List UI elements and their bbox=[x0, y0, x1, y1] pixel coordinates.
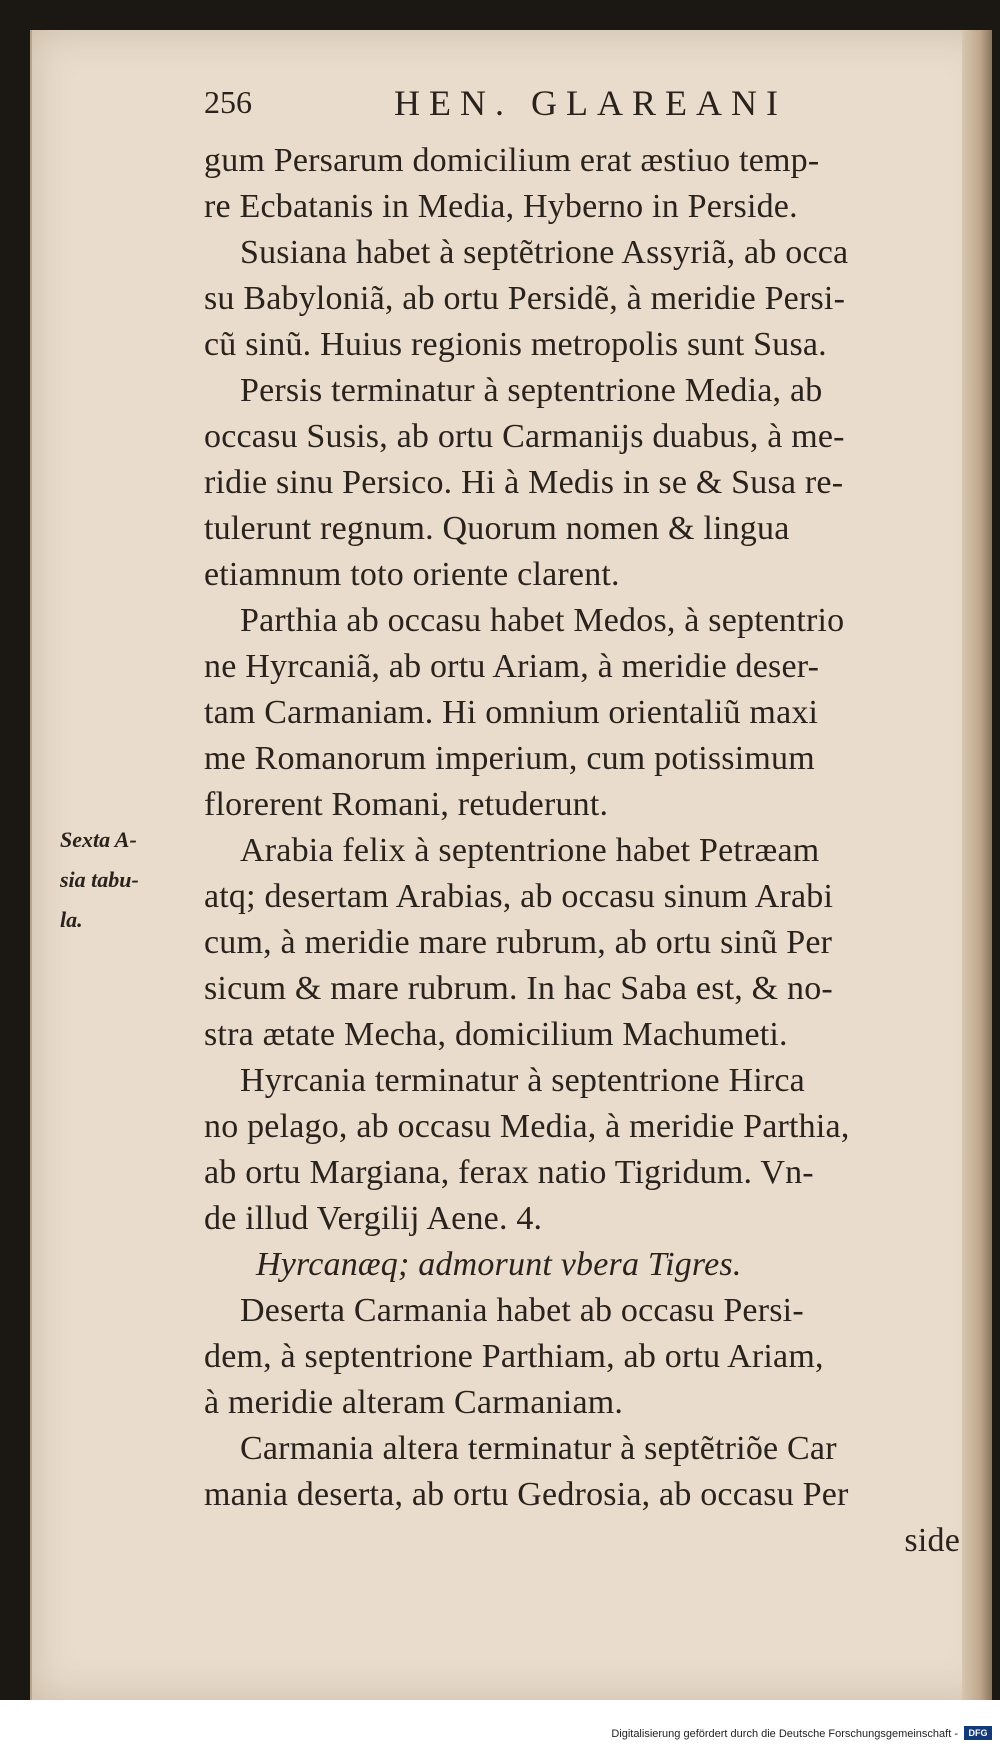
text-line: à meridie alteram Carmaniam. bbox=[204, 1384, 624, 1421]
text-line: tam Carmaniam. Hi omnium orientaliũ maxi bbox=[204, 694, 819, 731]
text-line: Parthia ab occasu habet Medos, à septentrio bbox=[240, 602, 845, 639]
margin-note bbox=[60, 820, 200, 940]
margin-note-text: Sexta A- sia tabu- la. bbox=[60, 827, 139, 932]
text-line: Carmania altera terminatur à septẽtriõe Car bbox=[240, 1430, 837, 1467]
text-line: sicum & mare rubrum. In hac Saba est, & no- bbox=[204, 970, 833, 1007]
text-line: ridie sinu Persico. Hi à Medis in se & Susa re- bbox=[204, 464, 844, 501]
text-line: de illud Vergilij Aene. 4. bbox=[204, 1200, 543, 1237]
text-line: mania deserta, ab ortu Gedrosia, ab occasu Per bbox=[204, 1476, 849, 1513]
text-line: Hyrcania terminatur à septentrione Hirca bbox=[240, 1062, 805, 1099]
text-line: florerent Romani, retuderunt. bbox=[204, 786, 609, 823]
text-line: Persis terminatur à septentrione Media, ab bbox=[240, 372, 823, 409]
text-line: no pelago, ab occasu Media, à meridie Parthia, bbox=[204, 1108, 850, 1145]
text-line: Deserta Carmania habet ab occasu Persi- bbox=[240, 1292, 804, 1329]
text-line: ne Hyrcaniã, ab ortu Ariam, à meridie deser- bbox=[204, 648, 820, 685]
text-line: gum Persarum domicilium erat æstiuo temp- bbox=[204, 142, 820, 179]
text-line: cũ sinũ. Huius regionis metropolis sunt Susa. bbox=[204, 326, 827, 363]
running-title: HEN. GLAREANI bbox=[394, 83, 787, 123]
verse-line: Hyrcanæq; admorunt vbera Tigres. bbox=[256, 1246, 742, 1283]
footer-bar bbox=[0, 1700, 1000, 1746]
page-edge bbox=[962, 30, 992, 1700]
text-line: me Romanorum imperium, cum potissimum bbox=[204, 740, 815, 777]
text-line: cum, à meridie mare rubrum, ab ortu sinũ Per bbox=[204, 924, 833, 961]
page-number: 256 bbox=[204, 84, 252, 120]
text-block bbox=[204, 138, 964, 1564]
catchword: side bbox=[904, 1522, 960, 1559]
text-line: stra ætate Mecha, domicilium Machumeti. bbox=[204, 1016, 788, 1053]
text-line: tulerunt regnum. Quorum nomen & lingua bbox=[204, 510, 790, 547]
footer-credit: Digitalisierung gefördert durch die Deutsche Forschungsgemeinschaft - bbox=[611, 1728, 958, 1740]
running-head bbox=[204, 84, 964, 124]
text-line: ab ortu Margiana, ferax natio Tigridum. Vn- bbox=[204, 1154, 814, 1191]
text-line: occasu Susis, ab ortu Carmanijs duabus, à me- bbox=[204, 418, 845, 455]
text-line: Susiana habet à septẽtrione Assyriã, ab occa bbox=[240, 234, 849, 271]
text-line: Arabia felix à septentrione habet Petræam bbox=[240, 832, 820, 869]
dfg-logo: DFG bbox=[964, 1726, 992, 1740]
text-line: re Ecbatanis in Media, Hyberno in Perside. bbox=[204, 188, 798, 225]
text-line: su Babyloniã, ab ortu Persidẽ, à meridie Persi- bbox=[204, 280, 846, 317]
text-line: etiamnum toto oriente clarent. bbox=[204, 556, 620, 593]
text-line: dem, à septentrione Parthiam, ab ortu Ariam, bbox=[204, 1338, 824, 1375]
text-line: atq; desertam Arabias, ab occasu sinum Arabi bbox=[204, 878, 834, 915]
